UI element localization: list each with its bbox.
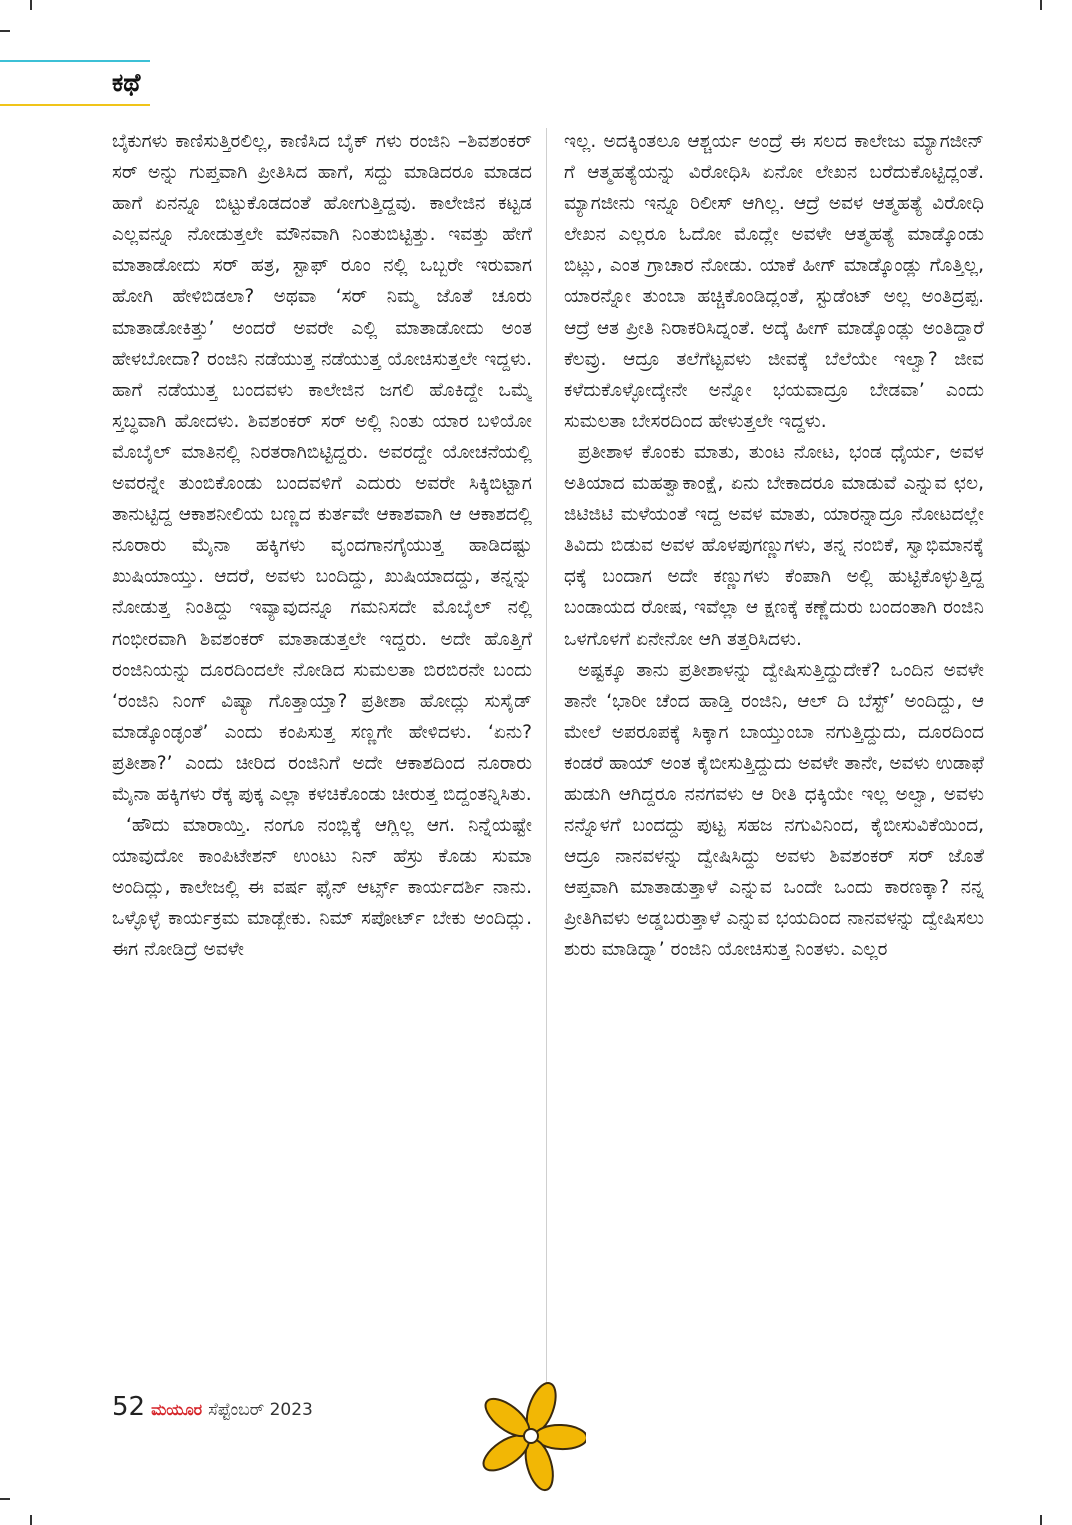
crop-mark	[0, 30, 10, 32]
magazine-name: ಮಯೂರ	[151, 1400, 203, 1419]
flower-icon	[476, 1378, 586, 1498]
left-column	[112, 126, 532, 1388]
page-number: 52	[112, 1392, 146, 1422]
column-divider	[546, 128, 547, 1386]
paragraph: ಇಲ್ಲ. ಅದಕ್ಕಿಂತಲೂ ಆಶ್ಚರ್ಯ ಅಂದ್ರೆ ಈ ಸಲದ ಕಾಲೇಜು ಮ್ಯಾಗಜೀನ್ ಗೆ ಆತ್ಮಹತ್ಯೆಯನ್ನು ವಿರೋಧಿಸಿ ಏನೋ ಲೇಖನ ಬರೆದುಕೊಟ್ಟಿದ್ಲಂತೆ. ಮ್ಯಾಗಜೀನು ಇನ್ನೂ ರಿಲೀಸ್ ಆಗಿಲ್ಲ. ಆದ್ರೆ ಅವಳ ಆತ್ಮಹತ್ಯೆ ವಿರೋಧಿ ಲೇಖನ ಎಲ್ಲರೂ ಓದೋ ಮೊದ್ಲೇ ಅವಳೇ ಆತ್ಮಹತ್ಯೆ ಮಾಡ್ಕೊಂಡು ಬಿಟ್ಲು, ಎಂತ ಗ್ರಾಚಾರ ನೋಡು. ಯಾಕೆ ಹೀಗ್ ಮಾಡ್ಕೊಂಡ್ಲು ಗೊತ್ತಿಲ್ಲ, ಯಾರನ್ನೋ ತುಂಬಾ ಹಚ್ಚಿಕೊಂಡಿದ್ಲಂತೆ, ಸ್ಟುಡೆಂಟ್ ಅಲ್ಲ ಅಂತಿದ್ರಪ್ಪ. ಆದ್ರೆ ಆತ ಪ್ರೀತಿ ನಿರಾಕರಿಸಿದ್ನಂತೆ. ಅದ್ಕೆ ಹೀಗ್ ಮಾಡ್ಕೊಂಡ್ಲು ಅಂತಿದ್ದಾರೆ ಕೆಲವ್ರು. ಆದ್ರೂ ತಲೆಗೆಟ್ಟವಳು ಜೀವಕ್ಕೆ ಬೆಲೆಯೇ ಇಲ್ವಾ? ಜೀವ ಕಳೆದುಕೊಳ್ಳೋದ್ಕೇನೇ ಅನ್ನೋ ಭಯವಾದ್ರೂ ಬೇಡವಾ’ ಎಂದು ಸುಮಲತಾ ಬೇಸರದಿಂದ ಹೇಳುತ್ತಲೇ ಇದ್ದಳು.	[564, 131, 984, 432]
right-column	[564, 126, 984, 1388]
section-label: ಕಥೆ	[112, 68, 141, 97]
paragraph: ಬೈಕುಗಳು ಕಾಣಿಸುತ್ತಿರಲಿಲ್ಲ, ಕಾಣಿಸಿದ ಬೈಕ್ ಗಳು ರಂಜಿನಿ –ಶಿವಶಂಕರ್ ಸರ್ ಅನ್ನು ಗುಪ್ತವಾಗಿ ಪ್ರೀತಿಸಿದ ಹಾಗೆ, ಸದ್ದು ಮಾಡಿದರೂ ಮಾಡದ ಹಾಗೆ ಏನನ್ನೂ ಬಿಟ್ಟುಕೊಡದಂತೆ ಹೋಗುತ್ತಿದ್ದವು. ಕಾಲೇಜಿನ ಕಟ್ಟಡ ಎಲ್ಲವನ್ನೂ ನೋಡುತ್ತಲೇ ಮೌನವಾಗಿ ನಿಂತುಬಿಟ್ಟಿತ್ತು. ಇವತ್ತು ಹೇಗೆ ಮಾತಾಡೋದು ಸರ್ ಹತ್ರ, ಸ್ಟಾಫ್ ರೂಂ ನಲ್ಲಿ ಒಬ್ಬರೇ ಇರುವಾಗ ಹೋಗಿ ಹೇಳಿಬಿಡಲಾ? ಅಥವಾ ‘ಸರ್ ನಿಮ್ಮ ಜೊತೆ ಚೂರು ಮಾತಾಡೋಕಿತ್ತು’ ಅಂದರೆ ಅವರೇ ಎಲ್ಲಿ ಮಾತಾಡೋದು ಅಂತ ಹೇಳಬೋದಾ? ರಂಜಿನಿ ನಡೆಯುತ್ತ ನಡೆಯುತ್ತ ಯೋಚಿಸುತ್ತಲೇ ಇದ್ದಳು. ಹಾಗೆ ನಡೆಯುತ್ತ ಬಂದವಳು ಕಾಲೇಜಿನ ಜಗಲಿ ಹೊಕಿದ್ದೇ ಒಮ್ಮೆ ಸ್ತಬ್ಧವಾಗಿ ಹೋದಳು. ಶಿವಶಂಕರ್ ಸರ್ ಅಲ್ಲಿ ನಿಂತು ಯಾರ ಬಳಿಯೋ ಮೊಬೈಲ್ ಮಾತಿನಲ್ಲಿ ನಿರತರಾಗಿಬಿಟ್ಟಿದ್ದರು. ಅವರದ್ದೇ ಯೋಚನೆಯಲ್ಲಿ ಅವರನ್ನೇ ತುಂಬಿಕೊಂಡು ಬಂದವಳಿಗೆ ಎದುರು ಅವರೇ ಸಿಕ್ಕಿಬಿಟ್ಟಾಗ ತಾನುಟ್ಟಿದ್ದ ಆಕಾಶನೀಲಿಯ ಬಣ್ಣದ ಕುರ್ತವೇ ಆಕಾಶವಾಗಿ ಆ ಆಕಾಶದಲ್ಲಿ ನೂರಾರು ಮೈನಾ ಹಕ್ಕಿಗಳು ವೃಂದಗಾನಗೈಯುತ್ತ ಹಾಡಿದಷ್ಟು ಖುಷಿಯಾಯ್ತು. ಆದರೆ, ಅವಳು ಬಂದಿದ್ದು, ಖುಷಿಯಾದದ್ದು, ತನ್ನನ್ನು ನೋಡುತ್ತ ನಿಂತಿದ್ದು ಇವ್ಯಾವುದನ್ನೂ ಗಮನಿಸದೇ ಮೊಬೈಲ್ ನಲ್ಲಿ ಗಂಭೀರವಾಗಿ ಶಿವಶಂಕರ್ ಮಾತಾಡುತ್ತಲೇ ಇದ್ದರು. ಅದೇ ಹೊತ್ತಿಗೆ ರಂಜಿನಿಯನ್ನು ದೂರದಿಂದಲೇ ನೋಡಿದ ಸುಮಲತಾ ಬಿರಬಿರನೇ ಬಂದು ‘ರಂಜಿನಿ ನಿಂಗ್ ವಿಷ್ಯಾ ಗೊತ್ತಾಯ್ತಾ? ಪ್ರತೀಶಾ ಹೋದ್ಲು ಸುಸೈಡ್ ಮಾಡ್ಕೊಂಡ್ಳಂತೆ’ ಎಂದು ಕಂಪಿಸುತ್ತ ಸಣ್ಣಗೇ ಹೇಳಿದಳು. ‘ಏನು? ಪ್ರತೀಶಾ?’ ಎಂದು ಚೀರಿದ ರಂಜಿನಿಗೆ ಅದೇ ಆಕಾಶದಿಂದ ನೂರಾರು ಮೈನಾ ಹಕ್ಕಿಗಳು ರೆಕ್ಕ ಪುಕ್ಕ ಎಲ್ಲಾ ಕಳಚಿಕೊಂಡು ಚೀರುತ್ತ ಬಿದ್ದಂತನ್ನಿಸಿತು.	[112, 131, 532, 805]
crop-mark	[1040, 0, 1042, 10]
paragraph: ಅಷ್ಟಕ್ಕೂ ತಾನು ಪ್ರತೀಶಾಳನ್ನು ದ್ವೇಷಿಸುತ್ತಿದ್ದುದೇಕೆ? ಒಂದಿನ ಅವಳೇ ತಾನೇ ‘ಭಾರೀ ಚೆಂದ ಹಾಡ್ತಿ ರಂಜಿನಿ, ಆಲ್ ದಿ ಬೆಸ್ಟ್’ ಅಂದಿದ್ದು, ಆ ಮೇಲೆ ಅಪರೂಪಕ್ಕೆ ಸಿಕ್ಕಾಗ ಬಾಯ್ತುಂಬಾ ನಗುತ್ತಿದ್ದುದು, ದೂರದಿಂದ ಕಂಡರೆ ಹಾಯ್ ಅಂತ ಕೈಬೀಸುತ್ತಿದ್ದುದು ಅವಳೇ ತಾನೇ, ಅವಳು ಉಡಾಫೆ ಹುಡುಗಿ ಆಗಿದ್ದರೂ ನನಗವಳು ಆ ರೀತಿ ಧಕ್ಕಿಯೇ ಇಲ್ಲ ಅಲ್ವಾ, ಅವಳು ನನ್ನೊಳಗೆ ಬಂದದ್ದು ಪುಟ್ಟ ಸಹಜ ನಗುವಿನಿಂದ, ಕೈಬೀಸುವಿಕೆಯಿಂದ, ಆದ್ರೂ ನಾನವಳನ್ನು ದ್ವೇಷಿಸಿದ್ದು ಅವಳು ಶಿವಶಂಕರ್ ಸರ್ ಜೊತೆ ಆಪ್ತವಾಗಿ ಮಾತಾಡುತ್ತಾಳೆ ಎನ್ನುವ ಒಂದೇ ಒಂದು ಕಾರಣಕ್ಕಾ? ನನ್ನ ಪ್ರೀತಿಗಿವಳು ಅಡ್ಡಬರುತ್ತಾಳೆ ಎನ್ನುವ ಭಯದಿಂದ ನಾನವಳನ್ನು ದ್ವೇಷಿಸಲು ಶುರು ಮಾಡಿದ್ನಾ’ ರಂಜಿನಿ ಯೋಚಿಸುತ್ತ ನಿಂತಳು. ಎಲ್ಲರ	[564, 659, 984, 961]
crop-mark	[30, 1515, 32, 1525]
page-footer	[112, 1392, 313, 1432]
paragraph: ಪ್ರತೀಶಾಳ ಕೊಂಕು ಮಾತು, ತುಂಟ ನೋಟ, ಭಂಡ ಧೈರ್ಯ, ಅವಳ ಅತಿಯಾದ ಮಹತ್ವಾಕಾಂಕ್ಷೆ, ಏನು ಬೇಕಾದರೂ ಮಾಡುವೆ ಎನ್ನುವ ಛಲ, ಜಿಟಿಜಿಟಿ ಮಳೆಯಂತೆ ಇದ್ದ ಅವಳ ಮಾತು, ಯಾರನ್ನಾದ್ರೂ ನೋಟದಲ್ಲೇ ತಿವಿದು ಬಿಡುವ ಅವಳ ಹೊಳಪುಗಣ್ಣುಗಳು, ತನ್ನ ನಂಬಿಕೆ, ಸ್ವಾಭಿಮಾನಕ್ಕೆ ಧಕ್ಕೆ ಬಂದಾಗ ಅದೇ ಕಣ್ಣುಗಳು ಕೆಂಪಾಗಿ ಅಲ್ಲಿ ಹುಟ್ಟಿಕೊಳ್ಳುತ್ತಿದ್ದ ಬಂಡಾಯದ ರೋಷ, ಇವೆಲ್ಲಾ ಆ ಕ್ಷಣಕ್ಕೆ ಕಣ್ಣೆದುರು ಬಂದಂತಾಗಿ ರಂಜಿನಿ ಒಳಗೊಳಗೆ ಏನೇನೋ ಆಗಿ ತತ್ತರಿಸಿದಳು.	[564, 441, 984, 650]
header-rule-bottom	[0, 104, 150, 106]
paragraph: ‘ಹೌದು ಮಾರಾಯ್ತಿ. ನಂಗೂ ನಂಬ್ಲಿಕ್ಕೆ ಆಗ್ಲಿಲ್ಲ ಆಗ. ನಿನ್ನೆಯಷ್ಟೇ ಯಾವುದೋ ಕಾಂಪಿಟೇಶನ್ ಉಂಟು ನಿನ್ ಹೆಸ್ರು ಕೊಡು ಸುಮಾ ಅಂದಿದ್ಲು, ಕಾಲೇಜಲ್ಲಿ ಈ ವರ್ಷ ಫೈನ್ ಆರ್ಟ್ಸ್ ಕಾರ್ಯದರ್ಶಿ ನಾನು. ಒಳ್ಳೊಳ್ಳೆ ಕಾರ್ಯಕ್ರಮ ಮಾಡ್ಬೇಕು. ನಿಮ್ ಸಪೋರ್ಟ್ ಬೇಕು ಅಂದಿದ್ಲು. ಈಗ ನೋಡಿದ್ರೆ ಅವಳೇ	[112, 815, 532, 961]
crop-mark	[30, 0, 32, 10]
issue-date: ಸೆಪ್ಟೆಂಬರ್ 2023	[208, 1400, 313, 1420]
crop-mark	[1040, 1515, 1042, 1525]
header-rule-top	[0, 60, 150, 62]
crop-mark	[0, 1498, 10, 1500]
